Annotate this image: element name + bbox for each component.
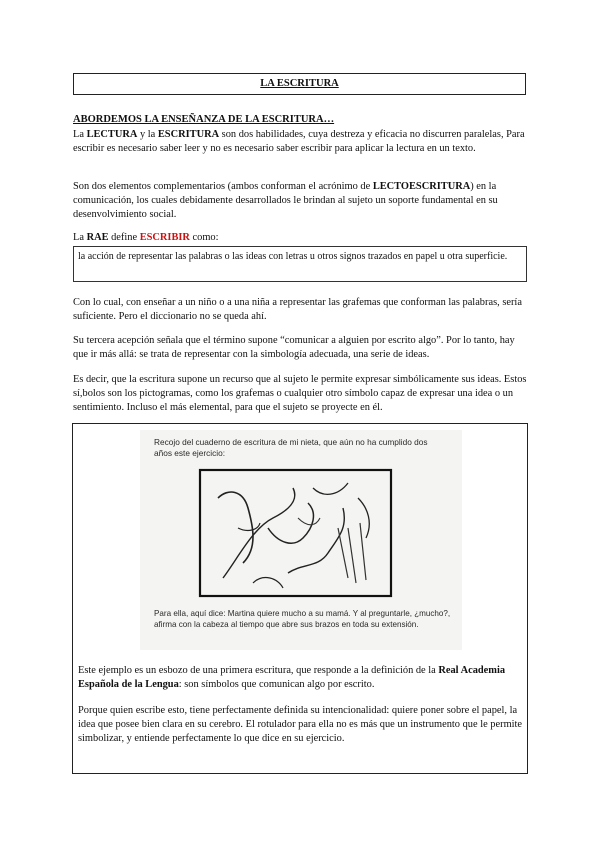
scan-caption-bottom: Para ella, aquí dice: Martina quiere mucho a su mamá. Y al preguntarle, ¿mucho?, afirma con la cabeza al tiempo que abre sus brazos en toda su extensión. xyxy=(154,609,451,629)
section-heading: ABORDEMOS LA ENSEÑANZA DE LA ESCRITURA… xyxy=(73,114,335,125)
page-title: LA ESCRITURA xyxy=(73,73,526,95)
definition-box: la acción de representar las palabras o las ideas con letras u otros signos trazados en papel u otra superficie. xyxy=(73,246,527,282)
paragraph-symbolic: Es decir, que la escritura supone un recurso que al sujeto le permite expresar simbólicamente sus ideas. Estos sí,bolos son los pictogramas, como los grafemas o cualquier otro símbolo capaz de expresar una idea o un sentimiento. Incluso el más elemental, para que el sujeto se proyecte en él. xyxy=(73,374,527,413)
scanned-example-image xyxy=(140,430,462,650)
paragraph-intention: Porque quien escribe esto, tiene perfectamente definida su intencionalidad: quiere poner sobre el papel, la idea que posee bien clara en su cerebro. El rotulador para ella no es más que un instrumento que le permite simbolizar, y entiende perfectamente lo que dice en su ejercicio. xyxy=(78,705,523,744)
paragraph-third-meaning: Su tercera acepción señala que el término supone “comunicar a alguien por escrito algo”. Por lo tanto, hay que ir más allá: se trata de representar con la simbología adecuada, una serie de ideas. xyxy=(73,335,515,360)
child-drawing xyxy=(198,468,393,598)
paragraph-intro: La LECTURA y la ESCRITURA son dos habilidades, cuya destreza y eficacia no discurren paralelas, Para escribir es necesario saber leer y no es necesario saber escribir para aplicar la lectura en un texto. xyxy=(73,129,525,154)
paragraph-rae-definition-intro: La RAE define ESCRIBIR como: xyxy=(73,232,219,243)
paragraph-complementary: Son dos elementos complementarios (ambos conforman el acrónimo de LECTOESCRITURA) en la comunicación, los cuales debidamente desarrollados le brindan al sujeto un soporte fundamental en su desenvolvimiento social. xyxy=(73,181,498,220)
paragraph-example: Este ejemplo es un esbozo de una primera escritura, que responde a la definición de la Real Academia Española de la Lengua: son símbolos que comunican algo por escrito. xyxy=(78,665,506,690)
scan-caption-top: Recojo del cuaderno de escritura de mi nieta, que aún no ha cumplido dos años este ejercicio: xyxy=(154,437,428,458)
paragraph-graphemes: Con lo cual, con enseñar a un niño o a una niña a representar las grafemas que conforman las palabras, sería suficiente. Pero el diccionario no se queda ahí. xyxy=(73,297,522,322)
